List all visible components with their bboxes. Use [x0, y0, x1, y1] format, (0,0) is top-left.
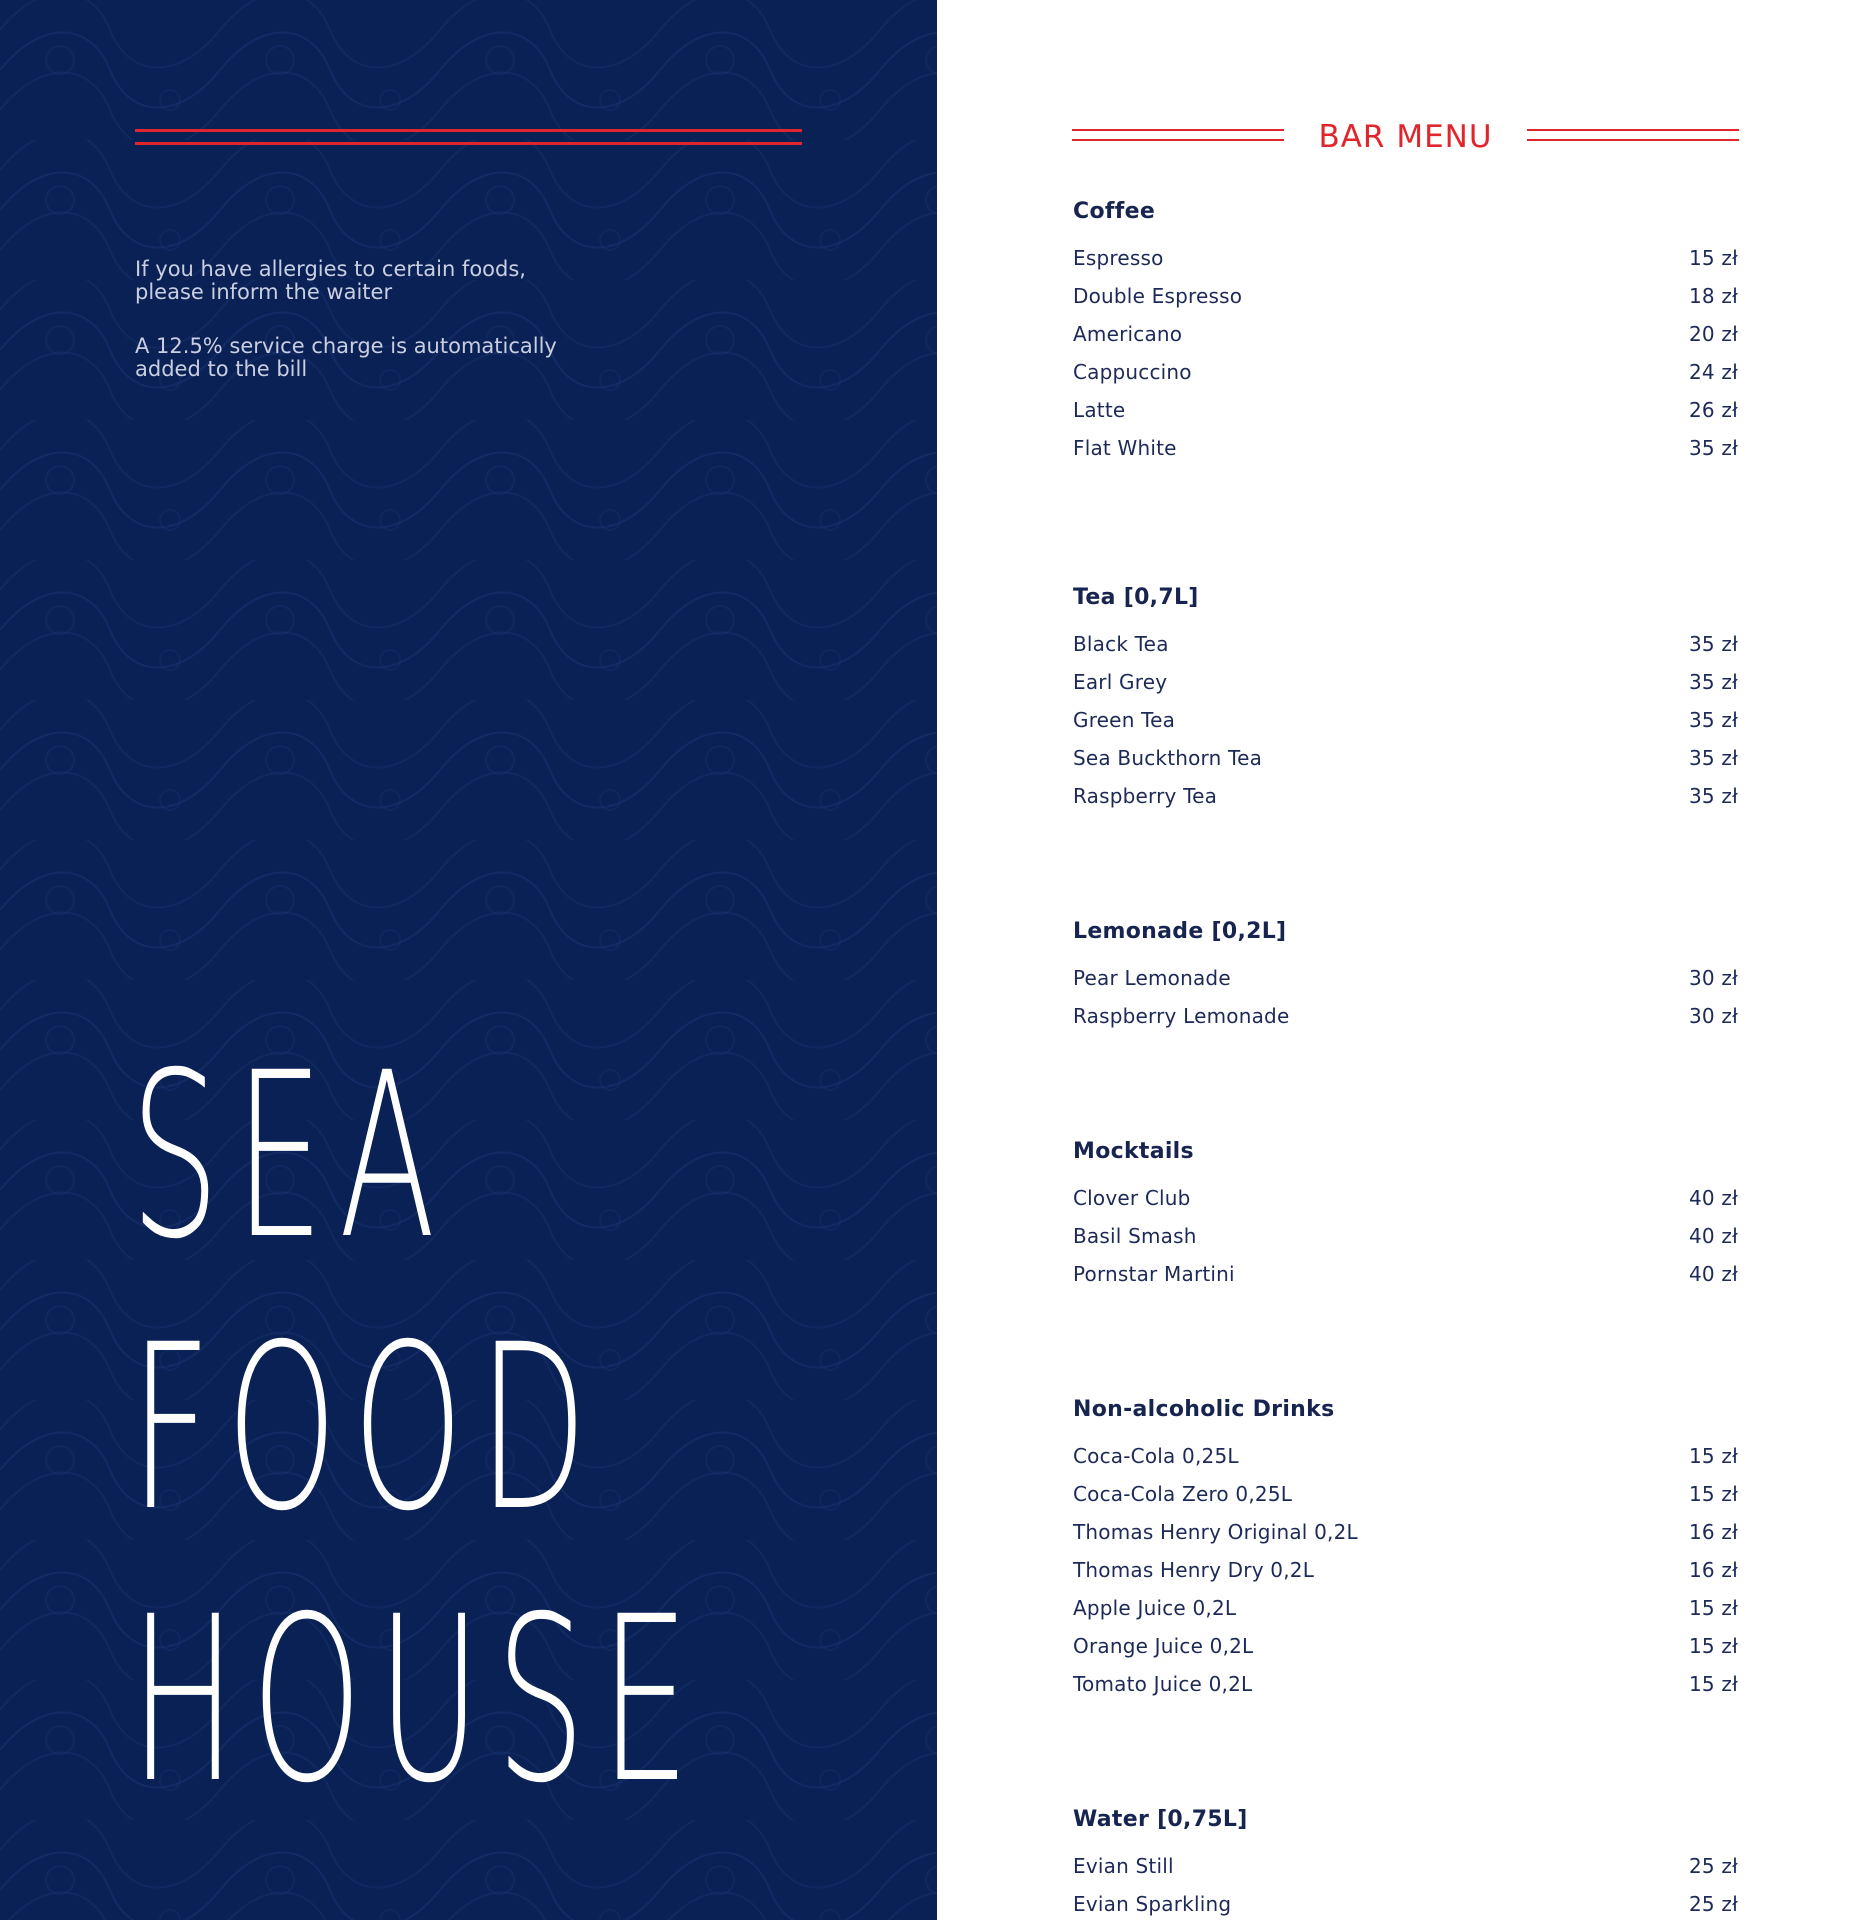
item-price: 30 zł — [1689, 966, 1738, 990]
section-title: Water [0,75L] — [1073, 1807, 1248, 1832]
section-title: Mocktails — [1073, 1139, 1194, 1164]
brand-title — [130, 1020, 937, 1836]
menu-item — [1073, 777, 1738, 815]
item-name: Clover Club — [1073, 1186, 1191, 1210]
item-price: 35 zł — [1689, 708, 1738, 732]
menu-item — [1073, 239, 1738, 277]
menu-item — [1073, 1551, 1738, 1589]
menu-section — [1073, 583, 1738, 815]
brand-panel — [0, 0, 937, 1920]
item-name: Americano — [1073, 322, 1183, 346]
item-price: 15 zł — [1689, 246, 1738, 270]
header-rule-right — [1527, 129, 1739, 145]
item-price: 16 zł — [1689, 1520, 1738, 1544]
menu-item — [1073, 1437, 1738, 1475]
item-name: Green Tea — [1073, 708, 1176, 732]
item-price: 15 zł — [1689, 1444, 1738, 1468]
item-name: Thomas Henry Dry 0,2L — [1073, 1558, 1315, 1582]
item-price: 15 zł — [1689, 1482, 1738, 1506]
menu-item — [1073, 739, 1738, 777]
item-price: 40 zł — [1689, 1224, 1738, 1248]
menu-item — [1073, 1847, 1738, 1885]
item-price: 40 zł — [1689, 1186, 1738, 1210]
menu-section — [1073, 1805, 1738, 1920]
menu-item — [1073, 391, 1738, 429]
item-name: Double Espresso — [1073, 284, 1243, 308]
menu-section — [1073, 917, 1738, 1035]
item-price: 26 zł — [1689, 398, 1738, 422]
menu-item — [1073, 1179, 1738, 1217]
item-name: Evian Still — [1073, 1854, 1174, 1878]
item-name: Orange Juice 0,2L — [1073, 1634, 1254, 1658]
section-title: Tea [0,7L] — [1073, 585, 1199, 610]
service-charge-note: A 12.5% service charge is automatically added to the bill — [135, 334, 557, 381]
allergy-note: If you have allergies to certain foods, please inform the waiter — [135, 257, 526, 304]
item-name: Pear Lemonade — [1073, 966, 1231, 990]
menu-item — [1073, 625, 1738, 663]
section-title: Non-alcoholic Drinks — [1073, 1397, 1335, 1422]
left-double-rule — [135, 129, 802, 145]
item-price: 35 zł — [1689, 632, 1738, 656]
brand-line-house: HOUSE — [130, 1567, 705, 1833]
item-name: Raspberry Lemonade — [1073, 1004, 1290, 1028]
item-price: 15 zł — [1689, 1634, 1738, 1658]
menu-item — [1073, 429, 1738, 467]
menu-section — [1073, 1395, 1738, 1703]
item-name: Flat White — [1073, 436, 1177, 460]
menu-item — [1073, 1665, 1738, 1703]
section-title: Lemonade [0,2L] — [1073, 919, 1287, 944]
menu-panel — [937, 0, 1876, 1920]
menu-item — [1073, 353, 1738, 391]
item-price: 20 zł — [1689, 322, 1738, 346]
item-price: 25 zł — [1689, 1892, 1738, 1916]
menu-item — [1073, 1255, 1738, 1293]
item-name: Raspberry Tea — [1073, 784, 1218, 808]
item-price: 25 zł — [1689, 1854, 1738, 1878]
item-price: 35 zł — [1689, 746, 1738, 770]
menu-section — [1073, 197, 1738, 467]
item-name: Latte — [1073, 398, 1126, 422]
menu-item — [1073, 701, 1738, 739]
item-price: 30 zł — [1689, 1004, 1738, 1028]
menu-item — [1073, 1217, 1738, 1255]
item-price: 15 zł — [1689, 1596, 1738, 1620]
menu-title: BAR MENU — [1318, 119, 1493, 155]
item-price: 35 zł — [1689, 436, 1738, 460]
menu-item — [1073, 959, 1738, 997]
menu-section — [1073, 1137, 1738, 1293]
item-price: 18 zł — [1689, 284, 1738, 308]
menu-item — [1073, 997, 1738, 1035]
item-price: 35 zł — [1689, 784, 1738, 808]
item-price: 40 zł — [1689, 1262, 1738, 1286]
menu-item — [1073, 1475, 1738, 1513]
item-name: Coca-Cola 0,25L — [1073, 1444, 1239, 1468]
item-name: Black Tea — [1073, 632, 1169, 656]
item-price: 16 zł — [1689, 1558, 1738, 1582]
menu-item — [1073, 1589, 1738, 1627]
item-name: Evian Sparkling — [1073, 1892, 1232, 1916]
menu-item — [1073, 277, 1738, 315]
menu-item — [1073, 1627, 1738, 1665]
item-name: Basil Smash — [1073, 1224, 1197, 1248]
item-name: Tomato Juice 0,2L — [1073, 1672, 1253, 1696]
item-name: Earl Grey — [1073, 670, 1168, 694]
item-name: Espresso — [1073, 246, 1164, 270]
item-name: Coca-Cola Zero 0,25L — [1073, 1482, 1293, 1506]
item-name: Sea Buckthorn Tea — [1073, 746, 1263, 770]
menu-item — [1073, 1513, 1738, 1551]
brand-line-food: FOOD — [130, 1295, 603, 1561]
section-title: Coffee — [1073, 199, 1156, 224]
item-name: Apple Juice 0,2L — [1073, 1596, 1237, 1620]
brand-line-sea: SEA — [130, 1023, 451, 1289]
item-price: 15 zł — [1689, 1672, 1738, 1696]
item-price: 35 zł — [1689, 670, 1738, 694]
menu-sections — [1073, 197, 1738, 1920]
menu-item — [1073, 663, 1738, 701]
notes — [135, 258, 695, 412]
menu-item — [1073, 1885, 1738, 1920]
menu-header — [1072, 116, 1739, 158]
item-name: Pornstar Martini — [1073, 1262, 1235, 1286]
item-name: Thomas Henry Original 0,2L — [1073, 1520, 1358, 1544]
item-price: 24 zł — [1689, 360, 1738, 384]
item-name: Cappuccino — [1073, 360, 1192, 384]
menu-item — [1073, 315, 1738, 353]
